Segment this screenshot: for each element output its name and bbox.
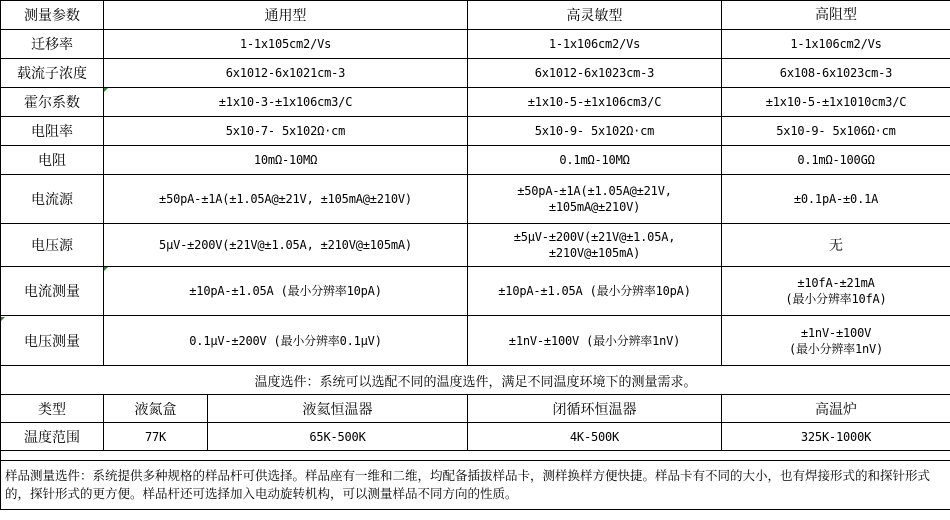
cell-general: 0.1μV-±200V (最小分辨率0.1μV) (104, 316, 468, 366)
sample-note-row (1, 461, 950, 510)
cell-high-resistance: ±1x10-5-±1x1010cm3/C (722, 88, 950, 117)
cell-high-resistance: 0.1mΩ-100GΩ (722, 146, 950, 175)
row-current-source (1, 175, 950, 224)
cell-high-resistance: 5x10-9- 5x106Ω·cm (722, 117, 950, 146)
row-carrier-concentration (1, 59, 950, 88)
type-cell: 液氦恒温器 (208, 395, 468, 423)
cell-high-sensitivity: ±1nV-±100V (最小分辨率1nV) (468, 316, 722, 366)
cell-line: ±210V@±105mA) (548, 246, 641, 260)
cell-general: 10mΩ-10MΩ (104, 146, 468, 175)
cell-high-resistance: 1-1x106cm2/Vs (722, 30, 950, 59)
row-label: 电流测量 (1, 267, 104, 316)
cell-high-resistance (722, 316, 950, 366)
row-resistivity (1, 117, 950, 146)
header-high-sensitivity: 高灵敏型 (468, 1, 722, 30)
row-label: 电阻率 (1, 117, 104, 146)
row-label: 电压测量 (1, 316, 104, 366)
row-label: 载流子浓度 (1, 59, 104, 88)
row-mobility (1, 30, 950, 59)
sample-note: 样品测量选件：系统提供多种规格的样品杆可供选择。样品座有一维和二维，均配备插拔样品卡，测样换样方便快捷。样品卡有不同的大小，也有焊接形式的和探针形式的，探针形式的更方便。样品杆还可选择加入电动旋转机构，可以测量样品不同方向的性质。 (1, 461, 950, 510)
cell-line: ±10fA-±21mA (797, 276, 875, 290)
header-high-resistance: 高阻型 (722, 1, 950, 30)
cell-high-sensitivity: 6x1012-6x1023cm-3 (468, 59, 722, 88)
cell-general: 6x1012-6x1021cm-3 (104, 59, 468, 88)
row-voltage-source (1, 224, 950, 267)
cell-general: ±50pA-±1A(±1.05A@±21V, ±105mA@±210V) (104, 175, 468, 224)
range-label: 温度范围 (1, 423, 104, 451)
cell-high-sensitivity: 1-1x106cm2/Vs (468, 30, 722, 59)
cell-high-resistance: 无 (722, 224, 950, 267)
cell-high-sensitivity (468, 175, 722, 224)
cell-line: (最小分辨率1nV) (788, 341, 884, 356)
cell-high-resistance (722, 267, 950, 316)
row-resistance (1, 146, 950, 175)
temperature-type-row (1, 395, 950, 423)
type-cell: 闭循环恒温器 (468, 395, 722, 423)
header-param: 测量参数 (1, 1, 104, 30)
temperature-range-row (1, 423, 950, 451)
range-cell: 65K-500K (208, 423, 468, 451)
cell-line: ±50pA-±1A(±1.05A@±21V, (517, 184, 672, 198)
range-cell: 325K-1000K (722, 423, 950, 451)
type-cell: 液氮盒 (104, 395, 208, 423)
cell-high-sensitivity (468, 224, 722, 267)
cell-general: 5μV-±200V(±21V@±1.05A, ±210V@±105mA) (104, 224, 468, 267)
cell-line: ±5μV-±200V(±21V@±1.05A, (513, 230, 676, 244)
temperature-note-row (1, 366, 950, 395)
row-label: 霍尔系数 (1, 88, 104, 117)
temperature-note: 温度选件：系统可以选配不同的温度选件，满足不同温度环境下的测量需求。 (1, 366, 950, 395)
cell-general: 1-1x105cm2/Vs (104, 30, 468, 59)
comment-marker (104, 267, 108, 271)
row-label: 电流源 (1, 175, 104, 224)
range-cell: 77K (104, 423, 208, 451)
cell-high-sensitivity: ±10pA-±1.05A (最小分辨率10pA) (468, 267, 722, 316)
cell-general: ±1x10-3-±1x106cm3/C (104, 88, 468, 117)
type-label: 类型 (1, 395, 104, 423)
row-label: 电阻 (1, 146, 104, 175)
cell-high-resistance: 6x108-6x1023cm-3 (722, 59, 950, 88)
comment-marker (104, 88, 108, 92)
cell-line: ±1nV-±100V (800, 325, 872, 340)
cell-general: 5x10-7- 5x102Ω·cm (104, 117, 468, 146)
comment-marker (1, 317, 5, 321)
cell-line: (最小分辨率10fA) (785, 292, 887, 306)
header-row (1, 1, 950, 30)
cell-line: ±105mA@±210V) (548, 200, 641, 214)
spacer-cell (1, 451, 950, 461)
row-voltage-measurement (1, 316, 950, 366)
range-cell: 4K-500K (468, 423, 722, 451)
header-general: 通用型 (104, 1, 468, 30)
cell-general: ±10pA-±1.05A (最小分辨率10pA) (104, 267, 468, 316)
row-label: 迁移率 (1, 30, 104, 59)
row-hall-coefficient (1, 88, 950, 117)
row-current-measurement (1, 267, 950, 316)
cell-high-sensitivity: 0.1mΩ-10MΩ (468, 146, 722, 175)
cell-high-sensitivity: 5x10-9- 5x102Ω·cm (468, 117, 722, 146)
type-cell: 高温炉 (722, 395, 950, 423)
spacer-row (1, 451, 950, 461)
row-label: 电压源 (1, 224, 104, 267)
cell-high-sensitivity: ±1x10-5-±1x106cm3/C (468, 88, 722, 117)
cell-high-resistance: ±0.1pA-±0.1A (722, 175, 950, 224)
